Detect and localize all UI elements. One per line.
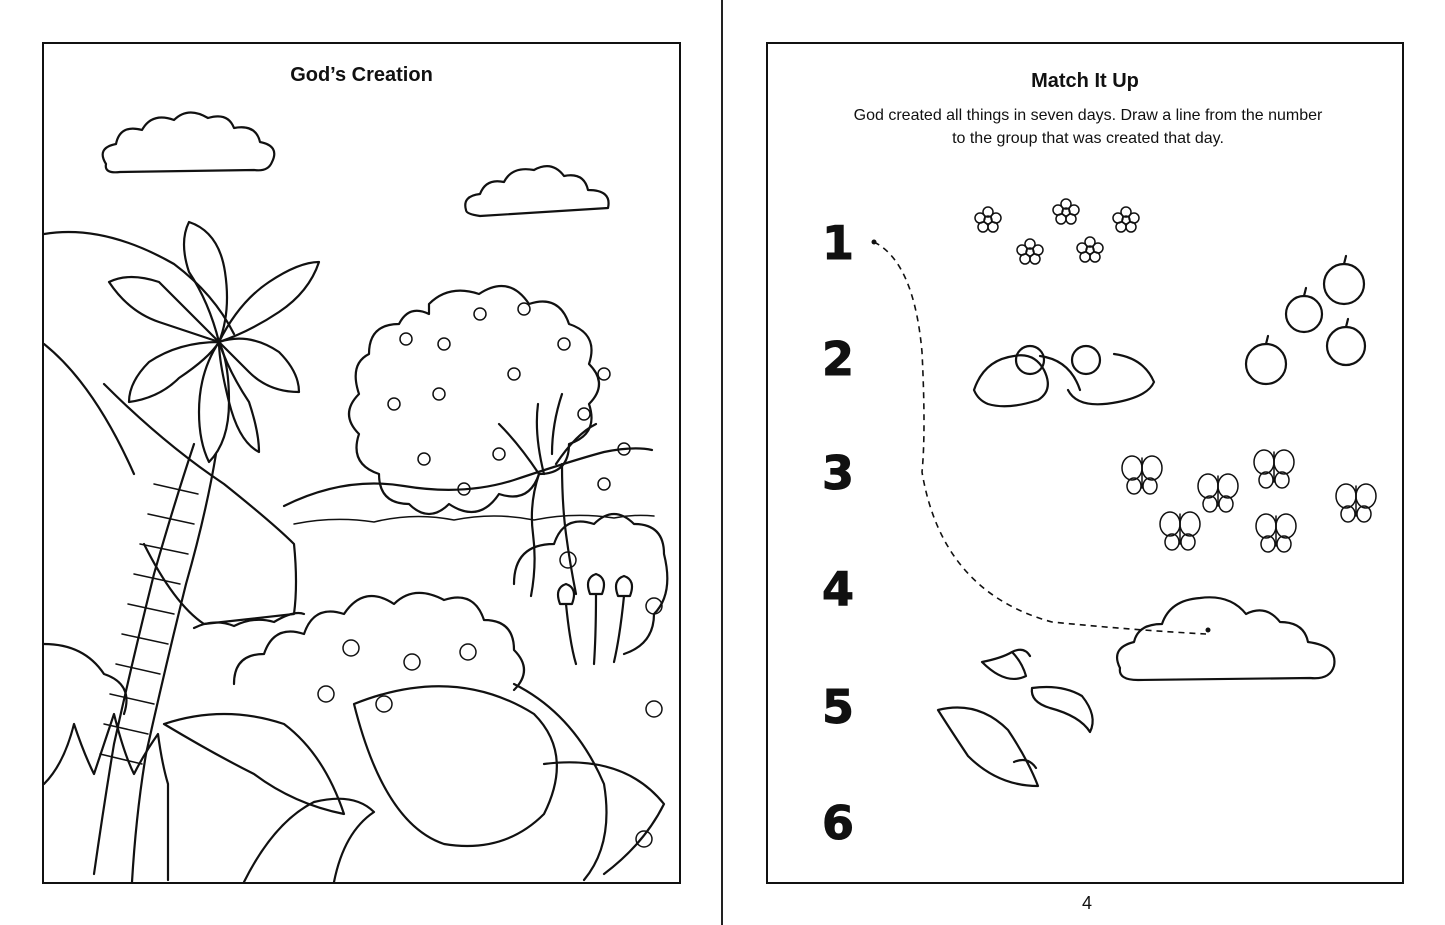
hill-left <box>44 344 134 474</box>
instructions-line-2: to the group that was created that day. <box>952 130 1224 147</box>
cloud-left <box>103 112 275 172</box>
leaf-right2 <box>544 762 664 874</box>
hill <box>44 232 234 334</box>
chipmunks-group <box>974 346 1154 406</box>
cloud <box>1117 597 1334 680</box>
instructions-line-1: God created all things in seven days. Draw a line from the number <box>853 107 1323 124</box>
distant-hills <box>284 448 652 506</box>
bush-left <box>44 644 127 714</box>
flowers-group <box>975 199 1139 264</box>
grass-mid <box>244 799 374 882</box>
activity-frame <box>766 42 1404 884</box>
leaf-large <box>354 686 557 846</box>
butterflies-group <box>1122 450 1376 552</box>
dashed-match-line <box>874 242 1206 634</box>
match-illustrations <box>768 44 1402 882</box>
number-1[interactable]: 1 <box>822 216 855 270</box>
leaf-fern <box>164 714 344 814</box>
palm-tree <box>94 222 319 882</box>
bush-right <box>514 514 667 654</box>
right-page <box>722 0 1445 925</box>
page-number: 4 <box>1081 893 1092 913</box>
cloud-right <box>465 166 608 216</box>
number-5[interactable]: 5 <box>822 680 855 734</box>
leaf-right <box>514 684 607 880</box>
snake <box>194 613 304 628</box>
number-6[interactable]: 6 <box>822 796 855 850</box>
page-title: God’s Creation <box>290 64 433 86</box>
number-3[interactable]: 3 <box>822 446 855 500</box>
apples-group <box>1246 256 1365 384</box>
birds-group <box>938 650 1093 786</box>
garden-illustration <box>44 44 679 882</box>
coloring-frame <box>42 42 681 884</box>
number-4[interactable]: 4 <box>822 562 855 616</box>
number-2[interactable]: 2 <box>822 332 855 386</box>
tulips <box>558 574 632 664</box>
left-page <box>0 0 722 925</box>
activity-title: Match It Up <box>1031 70 1139 92</box>
bush-middle <box>234 593 524 690</box>
fruit-tree <box>349 286 630 596</box>
